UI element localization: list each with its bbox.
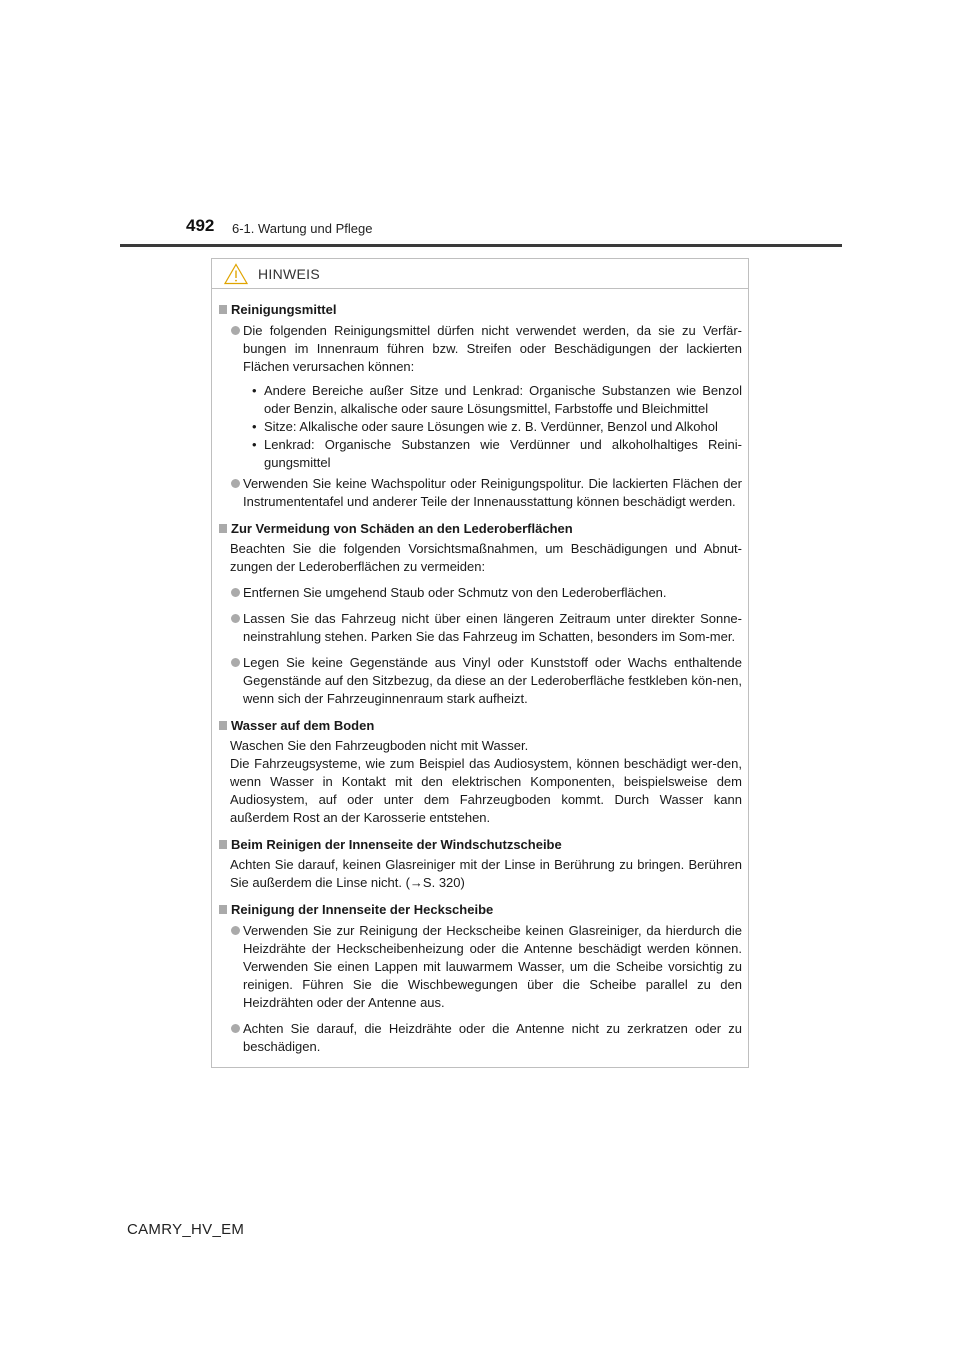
model-code: CAMRY_HV_EM [127, 1221, 245, 1238]
notice-header [212, 259, 748, 289]
section-heading-cleaning-agents: Reinigungsmittel [219, 300, 742, 320]
notice-body [212, 289, 748, 1056]
square-bullet-icon [219, 721, 227, 730]
sub-list-item: • Lenkrad: Organische Substanzen wie Verdünner und alkoholhaltiges Reini-gungsmittel [252, 437, 742, 470]
list-item: Verwenden Sie zur Reinigung der Heckscheibe keinen Glasreiniger, da hierdurch die Heizdrähte der Heckscheibenheizung oder die Antenne beschädigt werden können. Verwenden Sie einen Lappen mit lauwarmem Wasser, um die Scheibe vorsichtig zu reinigen. Führen Sie die Wischbewegungen über die Scheibe parallel zu den Heizdrähten oder der Antenne aus. [219, 922, 742, 1012]
list-item: Lassen Sie das Fahrzeug nicht über einen längeren Zeitraum unter direkter Sonne-neinstrahlung stehen. Parken Sie das Fahrzeug im Schatten, besonders im Som-mer. [219, 610, 742, 646]
page-number: 492 [186, 216, 215, 235]
section-title: 6-1. Wartung und Pflege [232, 221, 373, 236]
section-heading-rear-window: Reinigung der Innenseite der Heckscheibe [219, 900, 742, 920]
list-item: Achten Sie darauf, die Heizdrähte oder die Antenne nicht zu zerkratzen oder zu beschädigen. [219, 1020, 742, 1056]
list-item: Legen Sie keine Gegenstände aus Vinyl oder Kunststoff oder Wachs enthaltende Gegenstände auf den Sitzbezug, da diese an der Lederoberfläche festkleben kön-nen, wenn sich der Fahrzeuginnenraum stark aufheizt. [219, 654, 742, 708]
paragraph: Waschen Sie den Fahrzeugboden nicht mit Wasser. [230, 738, 529, 753]
warning-triangle-icon [224, 263, 248, 285]
sub-list-item: • Andere Bereiche außer Sitze und Lenkrad: Organische Substanzen wie Benzol oder Benzin, alkalische oder saure Lösungsmittel, Farbstoffe und Bleichmittel [252, 383, 742, 416]
section-heading-windshield: Beim Reinigen der Innenseite der Windschutzscheibe [219, 835, 742, 855]
square-bullet-icon [219, 524, 227, 533]
paragraph: Beachten Sie die folgenden Vorsichtsmaßnahmen, um Beschädigungen und Abnut-zungen der Lederoberflächen zu vermeiden: [230, 541, 742, 574]
notice-title: HINWEIS [258, 265, 320, 282]
square-bullet-icon [219, 305, 227, 314]
list-item: Entfernen Sie umgehend Staub oder Schmutz von den Lederoberflächen. [219, 584, 742, 602]
paragraph: Die Fahrzeugsysteme, wie zum Beispiel das Audiosystem, können beschädigt wer-den, wenn Wasser in Kontakt mit den elektrischen Komponenten, beispielsweise dem Audiosystem, auf oder unter dem Fahrzeugboden kommt. Durch Wasser kann außerdem Rost an der Karosserie entstehen. [230, 756, 742, 825]
round-bullet-icon [231, 926, 240, 935]
round-bullet-icon [231, 614, 240, 623]
paragraph: Achten Sie darauf, keinen Glasreiniger mit der Linse in Berührung zu bringen. Berühren Sie außerdem die Linse nicht. (→S. 320) [230, 857, 742, 890]
header-divider [120, 244, 842, 247]
section-heading-leather: Zur Vermeidung von Schäden an den Lederoberflächen [219, 519, 742, 539]
notice-box [211, 258, 749, 1068]
square-bullet-icon [219, 840, 227, 849]
round-bullet-icon [231, 588, 240, 597]
round-bullet-icon [231, 658, 240, 667]
section-heading-water: Wasser auf dem Boden [219, 716, 742, 736]
round-bullet-icon [231, 1024, 240, 1033]
round-bullet-icon [231, 479, 240, 488]
round-bullet-icon [231, 326, 240, 335]
list-item: Die folgenden Reinigungsmittel dürfen nicht verwendet werden, da sie zu Verfär-bungen im Innenraum führen bzw. Streifen oder Beschädigungen der lackierten Flächen verursachen können: [219, 322, 742, 376]
square-bullet-icon [219, 905, 227, 914]
sub-list-item: • Sitze: Alkalische oder saure Lösungen wie z. B. Verdünner, Benzol und Alkohol [252, 419, 718, 434]
list-item: Verwenden Sie keine Wachspolitur oder Reinigungspolitur. Die lackierten Flächen der Instrumententafel und anderer Teile der Innenausstattung können beschädigt werden. [219, 475, 742, 511]
